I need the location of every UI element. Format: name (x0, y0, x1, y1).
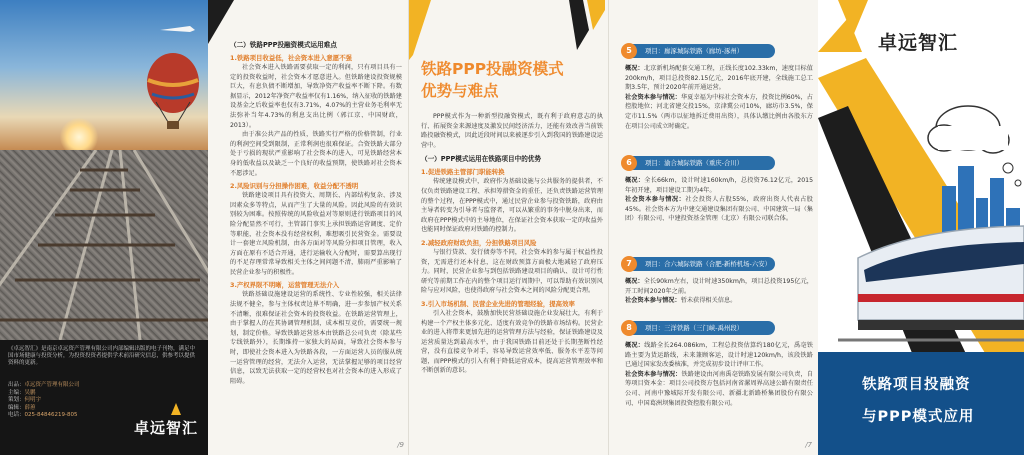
title-line: 优势与难点 (421, 82, 499, 100)
project-line (625, 341, 813, 370)
project-body-7 (625, 277, 813, 306)
credit-value: 吴鹏 (24, 389, 36, 396)
subsection-heading: 3.产权界限不明晰，运营管理无法介入 (230, 281, 340, 290)
project-body-5 (625, 64, 813, 131)
project-title: 项目：渝合城际铁路（重庆-合川） (645, 159, 744, 167)
title-line: 铁路PPP投融资模式 (421, 60, 564, 78)
credit-value: 025-84846219-805 (24, 412, 78, 418)
credit-label: 策划： (8, 397, 25, 403)
project-number-badge: 5 (621, 43, 637, 59)
credit-label: 电话： (8, 412, 25, 418)
train-illustration (818, 58, 1024, 358)
project-title: 项目：合六城际铁路（合肥-新桥机场-六安） (645, 260, 772, 268)
paragraph: 传统建设模式中，政府作为基础设施与公共服务的提供者，不仅负责铁路建设工程、承担筹措资金的重任，还负责铁路运营管理的整个过程，在PPP模式中，通过民营企业参与投资铁路，政府由主导者转变为引导者与监督者，可以从繁重的事务中脱身出来，而政府在PPP模式中的主导地位，在保证社会资本获取一定的收益外也能同时保证政府对铁路的控制力。 (421, 178, 603, 234)
credit-label: 出品： (8, 382, 25, 388)
project-line-value: 暂未获得相关信息。 (680, 297, 737, 305)
credit-line (8, 412, 128, 420)
project-line-value: 全长66km，设计时速160km/h，总投资76.12亿元，2015年初开建，项目建设工期为4年。 (625, 177, 814, 194)
credit-label: 编辑： (8, 404, 25, 411)
project-line-value: 铁路建设由河南禹亳铁路发展有限公司负责，自筹项目资本金：项目公司投资方包括河南省漯周界高速公路有限责任公司、河南中豫城际开发有限公司、新疆北新路桥集团股份有限公司、中国葛洲坝集团投资控股有限公司。 (625, 370, 814, 407)
project-line (625, 277, 813, 296)
credit-line (8, 382, 128, 390)
credit-label: 主编： (8, 389, 25, 396)
article-title (421, 58, 564, 102)
page-number: /7 (805, 441, 812, 449)
project-line-key: 概况： (625, 177, 645, 184)
project-title: 项目：三洋铁路（三门峡-禹州段） (645, 324, 744, 332)
paragraph: 铁路基础设施建设运营的系统性、专业性较强，相关法律法规不健全，参与主体权责边界不明确，进一步参加产权关系不清晰，很难保证社会资本的投资收益。在铁路运营管理上，由于掌握人的在其协调管理机制，成本相互竞价，需要统一规划，制定价格。导致铁路运营基本由铁路总公司负责（除某些专线铁路外），长期维持一家独大的局面，导致社会资本参与时，即使社会资本进入为铁路各段，一方面运营人员的服从统一运营管理的经营，无法介入运营，无法掌握足够的项目经营信息，以致无法获取一定的经营权也对社会资本的进入形成了阻碍。 (230, 291, 402, 385)
project-line-key: 社会资本参与情况： (625, 297, 681, 305)
hot-air-balloon-icon (140, 50, 208, 150)
cover-title-line: 与PPP模式应用 (862, 409, 975, 425)
project-line (625, 93, 813, 131)
project-line-value: 社会投资人占股55%，政府出资人代表占股45%。社会资本方为中建交通建设集团有限公司、中国建筑一局（集团）有限公司、中建投资基金管理（北京）有限公司联合体。 (625, 196, 813, 223)
airplane-icon (150, 20, 208, 40)
project-banner-6 (625, 156, 775, 170)
railway-tracks-image (0, 150, 208, 340)
back-cover-logo: 卓远智汇 (134, 419, 199, 437)
paragraph: 社会资本进入铁路需要获取一定的利润，只有项目具有一定的投资收益时，社会资本才愿意进入。但铁路建设投资规模巨大，有息负债不断增加，导致净资产收益率不断下降。有数据显示，2012年净资产收益率仅有1.16%，纳入征收的铁路建设基金之后收益率也仅有3.71%，4.07%的主营业务毛利率无法弥补当年4.73%的利息支出比例（郭江京、中国财政，2013）。 (230, 64, 402, 129)
credit-value: 卓远资产管理有限公司 (24, 382, 80, 388)
project-line-key: 概况： (625, 278, 644, 285)
subsection-heading: 1.铁路项目收益低，社会资本进入意愿不强 (230, 54, 352, 62)
paragraph: 引入社会资本，鼓励加快民营基础设施企业发展壮大，有利于构建一个产权主体多元化、适度有效竞争的铁路市场结构。民营企业的进入将带来更加先进的运营管理方法与经验，保证铁路建设及运营质量达到最高水平，由于我国铁路目前还处于长期垄断性经营，没有直接竞争对手，容易导致运营效率低、服务水平差等问题，而PPP模式的引入有利于降低运营成本，提高运营管理效率和不断创新的意识。 (421, 309, 603, 375)
project-line-value: 华夏幸福为中标社会资本方，投资比例60%，占控股地位；河北省建交投15%，京津冀公司10%，廊坊市3.5%，保定市11.5%（两市以征地拆迁费用出资），具体认缴比例由各股东方在项目公司成立时确定。 (625, 93, 813, 130)
project-banner-5 (625, 44, 775, 58)
subsection-heading: 2.减轻政府财政负担，分担铁路项目风险 (421, 238, 537, 247)
project-title: 项目：廊涿城际铁路（廊坊-涿州） (645, 47, 744, 55)
credit-line (8, 390, 128, 398)
project-line (625, 64, 813, 93)
cover-footer-band (818, 352, 1024, 455)
publication-intro: 《卓远智汇》是南京卓远资产管理有限公司内部编辑出版的电子刊物，满足中国市场健康与投资分析，为投资投资者提供学术前沿研究信息，供参考以提供资料的更新。 (8, 346, 196, 366)
project-line-key: 概况： (625, 342, 645, 349)
subsection-heading: 1.促进铁路主管部门职能转换 (421, 168, 505, 177)
project-banner-7 (625, 257, 775, 271)
project-line-key: 社会资本参与情况： (625, 93, 682, 101)
subsection-heading: 3.引入市场机制、民营企业先进的管理经验，提高效率 (421, 299, 575, 308)
credit-value: 何明宇 (24, 397, 42, 403)
project-line-value: 北京新机场配套交通工程，正线长度102.33km，速度目标值200km/h，项目总投资82.15亿元，2016年底开建，全线施工总工期3.5年，预计2020年前开通运营。 (625, 65, 813, 92)
difficulties-column (230, 40, 402, 386)
article-page-7-projects (608, 0, 818, 455)
publication-credits (8, 382, 128, 420)
project-body-6 (625, 176, 813, 224)
top-corner-decoration (208, 0, 408, 44)
project-number-badge: 6 (621, 155, 637, 171)
project-line-key: 概况： (625, 65, 644, 72)
project-line-key: 社会资本参与情况： (625, 196, 686, 204)
article-page-advantages (408, 0, 608, 455)
cloud-icon (928, 106, 1021, 186)
advantages-column (421, 112, 603, 376)
page-number: /9 (397, 441, 404, 449)
credit-line (8, 405, 128, 413)
cover-brand-logo: 卓远智汇 (878, 32, 959, 54)
project-line-value: 全长90km左右，设计时速350km/h，项目总投资195亿元，开工时间2020年之前。 (625, 278, 813, 295)
cover-title-line: 铁路项目投融资 (862, 377, 971, 393)
paragraph: 铁路建设项目具有投资大、周期长、内部结构复杂、涉及因素众多等特点，从而产生了大量的风险。因此风险的有效识别较为困难。按照传统的风险收益对等原则进行铁路项目的风险分配显然不可行，主管部门事实上承担铁路运营调度、定价等职能，社会资本没有经营权利，难想吸引民营资金。需要设计一套建立风险机制，由各方面对等风险分担项目管理，收入方面在原有不适合开通，进行运输收入分配时，需要算出现行的不足存理常常导致相关主体之间问题不清，肺雨严重影响了民营企业参与的积极性。 (230, 192, 402, 276)
project-number-badge: 7 (621, 256, 637, 272)
article-page-9 (208, 0, 408, 455)
section-heading: （一）PPP模式运用在铁路项目中的优势 (421, 155, 541, 164)
top-stripe-decoration (569, 0, 605, 60)
front-cover-panel (818, 0, 1024, 455)
cover-photo-panel (0, 0, 208, 455)
project-line-key: 社会资本参与情况： (625, 370, 682, 378)
paragraph: 与银行贷款、发行债券等不同，社会资本的参与属于权益性投资，无需进行还本付息，这在财政预算方面极大地减轻了政府压力。同时，民营企业参与到包括铁路建设项目的确认、设计可行性研究等前期工作在内的整个项目运行周期中，可以帮助有效识别风险与应对风险，也使得政府与社会资本之间的风险分配更合理。 (421, 248, 603, 295)
section-heading: （二）铁路PPP投融资模式运用难点 (230, 41, 337, 49)
project-line (625, 176, 813, 195)
subsection-heading: 2.风险识别与分担操作困难，收益分配不透明 (230, 182, 359, 191)
project-banner-8 (625, 321, 775, 335)
project-line (625, 296, 813, 306)
project-body-8 (625, 341, 813, 408)
credit-line (8, 397, 128, 405)
project-line (625, 370, 813, 408)
intro-paragraph: PPP模式作为一种新型投融资模式，既有利于政府意志的执行、拓展资金来源速度及激发民间经济活力，还能有效改善当前铁路投融资模式，因此近段时间以来被逐步引入到我国的铁路建设运营中。 (421, 113, 603, 149)
credit-value: 薛蕙 (24, 404, 36, 411)
logo-mark-icon (170, 402, 182, 416)
train-body (838, 226, 1024, 340)
project-line-value: 线路全长264.086km，工程总投资估算约180亿元，禹亳铁路主要为货运路线，未来兼顾客运，设计时速120km/h，该段铁路已通过国家发改委核准，并完成初步设计评审工作。 (625, 342, 813, 369)
project-line (625, 195, 813, 224)
paragraph: 由于准公共产品的性质，铁路实行严格的价格管制，行业的利润空间受到限制，正常利润也很难保证。合资铁路大部分处于亏损的现状严重影响了社会资本的进入，可见铁路经营本身的低收益以及缺乏一个良好的收益预期，使铁路对社会资本不愿涉足。 (230, 131, 402, 177)
project-number-badge: 8 (621, 320, 637, 336)
